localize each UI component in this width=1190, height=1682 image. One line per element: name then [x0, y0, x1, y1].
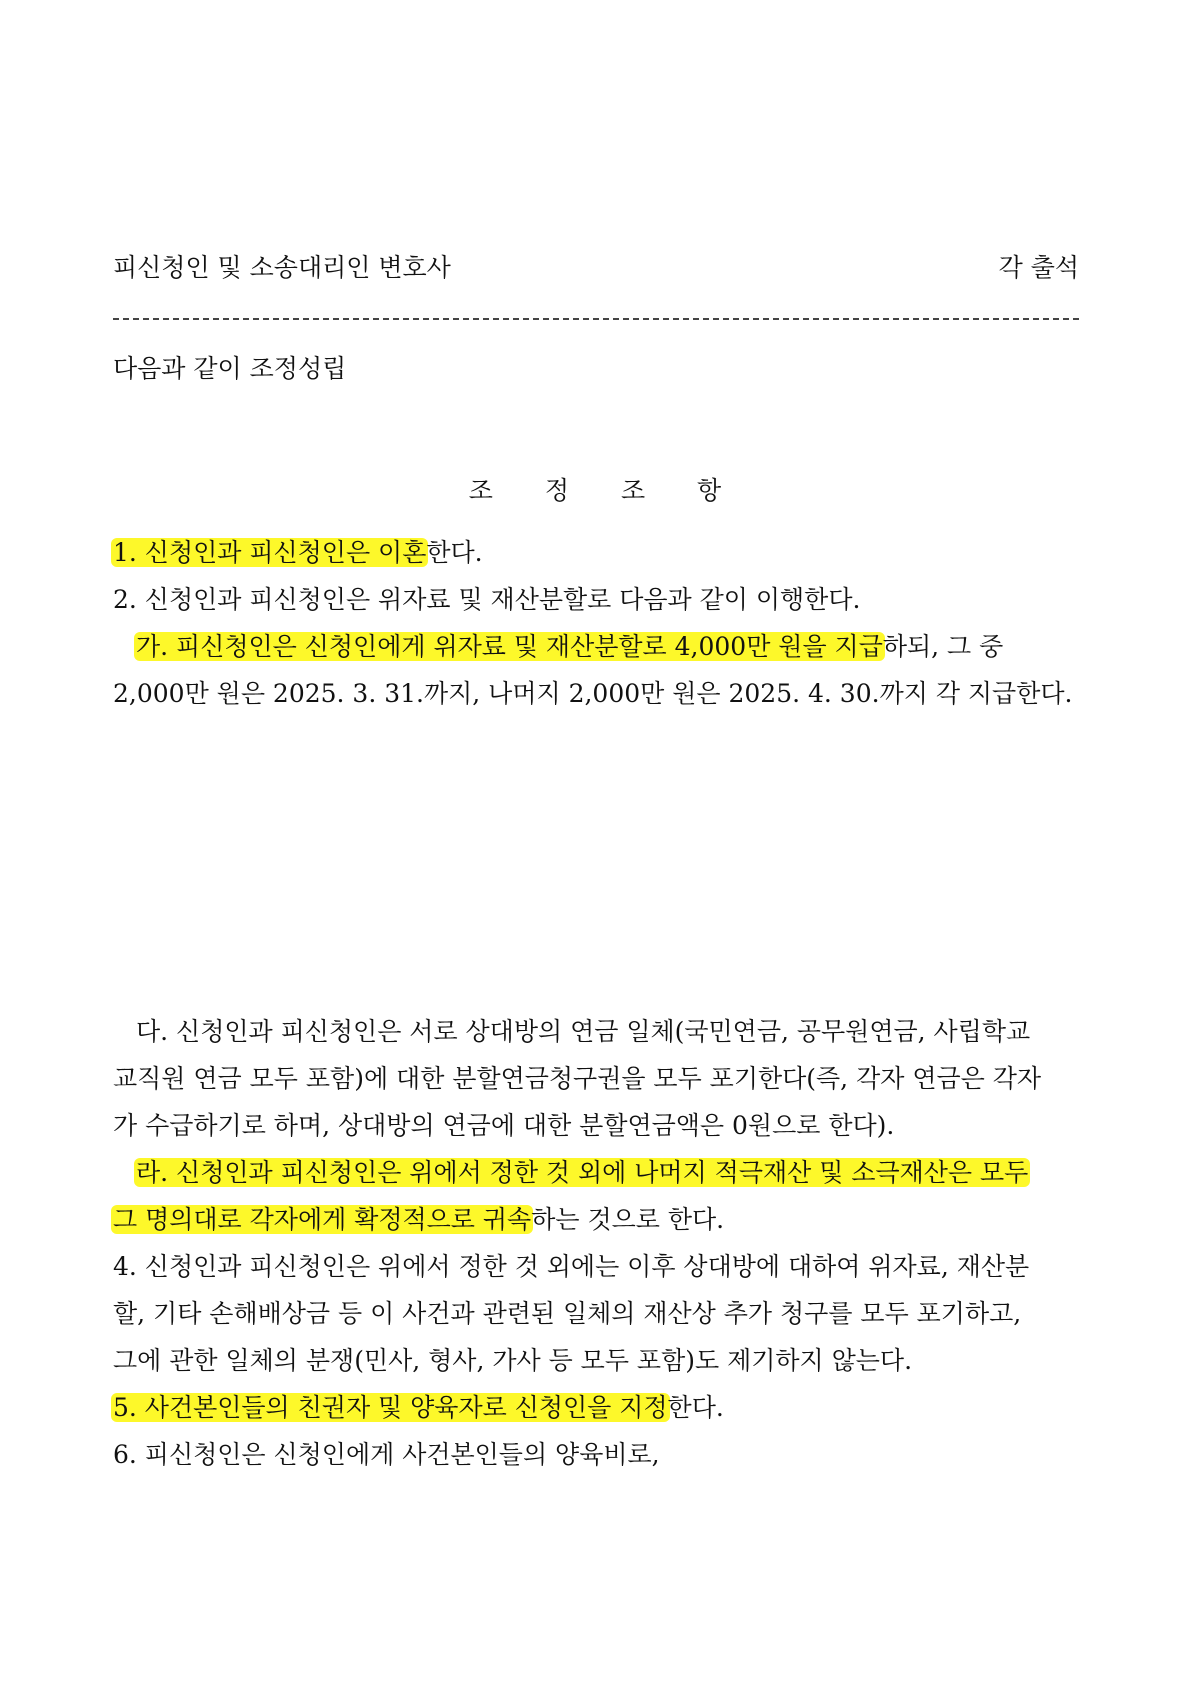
clause-text: 하는 것으로 한다. [531, 1205, 725, 1234]
highlighted-text: 5. 사건본인들의 친권자 및 양육자로 신청인을 지정 [113, 1393, 668, 1422]
clause-2-ra-line1 [136, 1156, 1079, 1190]
highlighted-text: 1. 신청인과 피신청인은 이혼 [113, 538, 427, 567]
clause-text: 하되, 그 중 [882, 632, 1004, 661]
clause-text: 한다. [426, 538, 483, 567]
clause-4-line2: 할, 기타 손해배상금 등 이 사건과 관련된 일체의 재산상 추가 청구를 모두 포기하고, [113, 1299, 1022, 1328]
clause-1 [113, 536, 1079, 570]
clause-2-ra-line2 [113, 1203, 1079, 1237]
clause-5 [113, 1391, 1079, 1425]
clause-2-da-line2: 교직원 연금 모두 포함)에 대한 분할연금청구권을 모두 포기한다(즉, 각자 연금은 각자 [113, 1064, 1042, 1093]
attendees-text: 피신청인 및 소송대리인 변호사 [113, 253, 451, 282]
highlighted-text: 가. 피신청인은 신청인에게 위자료 및 재산분할로 4,000만 원을 지급 [136, 632, 883, 661]
highlighted-text: 그 명의대로 각자에게 확정적으로 귀속 [113, 1205, 532, 1234]
clause-4-line1: 4. 신청인과 피신청인은 위에서 정한 것 외에는 이후 상대방에 대하여 위자료, 재산분 [113, 1252, 1030, 1281]
clause-2-da-line1: 다. 신청인과 피신청인은 서로 상대방의 연금 일체(국민연금, 공무원연금, 사립학교 [136, 1017, 1031, 1046]
clause-text: 한다. [667, 1393, 724, 1422]
intro-text: 다음과 같이 조정성립 [113, 354, 347, 383]
clause-2-ga-line2: 2,000만 원은 2025. 3. 31.까지, 나머지 2,000만 원은 2025. 4. 30.까지 각 지급한다. [113, 679, 1073, 708]
clause-6: 6. 피신청인은 신청인에게 사건본인들의 양육비로, [113, 1440, 660, 1469]
clause-2-ga-line1 [136, 630, 1079, 664]
section-title: 조 정 조 항 [468, 476, 744, 505]
dashed-divider [113, 318, 1079, 320]
clause-4-line3: 그에 관한 일체의 분쟁(민사, 형사, 가사 등 모두 포함)도 제기하지 않는다. [113, 1346, 913, 1375]
clause-2-da-line3: 가 수급하기로 하며, 상대방의 연금에 대한 분할연금액은 0원으로 한다). [113, 1111, 895, 1140]
highlighted-text: 라. 신청인과 피신청인은 위에서 정한 것 외에 나머지 적극재산 및 소극재산은 모두 [136, 1158, 1029, 1187]
clause-2: 2. 신청인과 피신청인은 위자료 및 재산분할로 다음과 같이 이행한다. [113, 585, 861, 614]
attendance-status: 각 출석 [998, 253, 1079, 282]
attendance-line [113, 251, 1079, 285]
